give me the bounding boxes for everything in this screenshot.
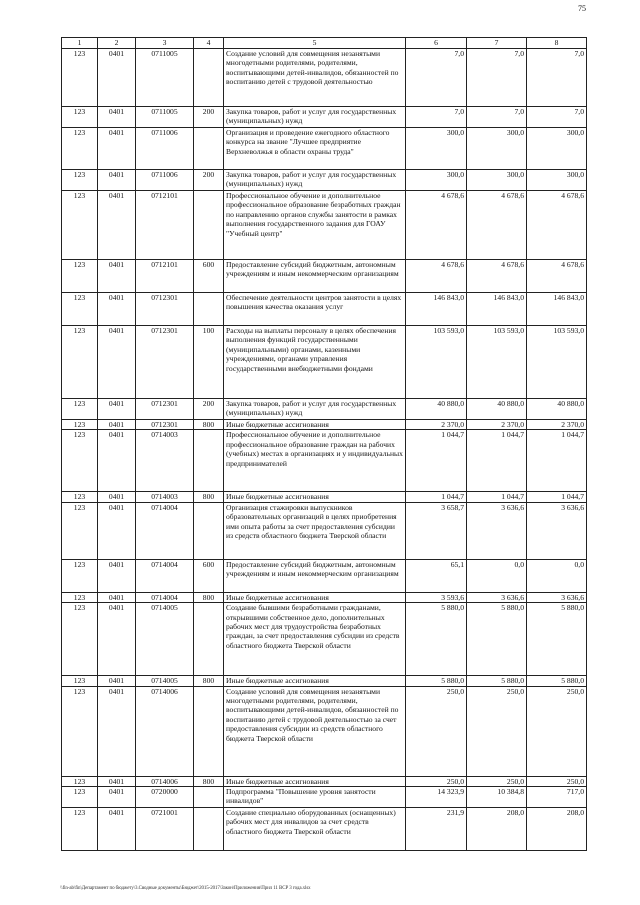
cell-description: Иные бюджетные ассигнования xyxy=(224,420,406,430)
cell-subsection: 0401 xyxy=(98,260,136,293)
cell-target-article: 0721001 xyxy=(136,808,194,851)
cell-target-article: 0714006 xyxy=(136,776,194,786)
cell-subsection: 0401 xyxy=(98,128,136,170)
cell-amount-year3: 250,0 xyxy=(527,686,587,776)
cell-amount-year1: 300,0 xyxy=(406,128,467,170)
cell-section: 123 xyxy=(62,808,98,851)
table-row xyxy=(62,420,587,430)
header-col-3: 3 xyxy=(136,38,194,49)
header-col-2: 2 xyxy=(98,38,136,49)
cell-amount-year3: 146 843,0 xyxy=(527,293,587,326)
cell-expense-type xyxy=(194,191,224,260)
table-row xyxy=(62,686,587,776)
cell-amount-year2: 3 636,6 xyxy=(467,502,527,559)
cell-description: Закупка товаров, работ и услуг для государственных (муниципальных) нужд xyxy=(224,107,406,128)
cell-expense-type: 200 xyxy=(194,170,224,191)
cell-amount-year3: 300,0 xyxy=(527,170,587,191)
cell-expense-type xyxy=(194,293,224,326)
cell-target-article: 0711005 xyxy=(136,107,194,128)
header-col-4: 4 xyxy=(194,38,224,49)
cell-description: Предоставление субсидий бюджетным, автономным учреждениям и иным некоммерческим организациям xyxy=(224,260,406,293)
cell-subsection: 0401 xyxy=(98,107,136,128)
cell-expense-type: 600 xyxy=(194,559,224,592)
cell-subsection: 0401 xyxy=(98,170,136,191)
cell-subsection: 0401 xyxy=(98,399,136,420)
cell-amount-year1: 3 593,6 xyxy=(406,592,467,602)
cell-amount-year2: 3 636,6 xyxy=(467,592,527,602)
cell-amount-year1: 231,9 xyxy=(406,808,467,851)
table-row xyxy=(62,326,587,399)
cell-description: Иные бюджетные ассигнования xyxy=(224,776,406,786)
cell-amount-year3: 3 636,6 xyxy=(527,502,587,559)
cell-amount-year2: 40 880,0 xyxy=(467,399,527,420)
header-col-8: 8 xyxy=(527,38,587,49)
cell-section: 123 xyxy=(62,592,98,602)
cell-amount-year3: 103 593,0 xyxy=(527,326,587,399)
budget-table xyxy=(61,37,587,851)
cell-target-article: 0714006 xyxy=(136,686,194,776)
cell-section: 123 xyxy=(62,49,98,107)
header-col-7: 7 xyxy=(467,38,527,49)
cell-amount-year1: 3 658,7 xyxy=(406,502,467,559)
cell-expense-type: 800 xyxy=(194,420,224,430)
cell-amount-year2: 250,0 xyxy=(467,686,527,776)
cell-target-article: 0712101 xyxy=(136,260,194,293)
cell-description: Организация и проведение ежегодного областного конкурса на звание "Лучшее предприятие Верхневолжья в области охраны труда" xyxy=(224,128,406,170)
cell-expense-type xyxy=(194,128,224,170)
cell-description: Профессиональное обучение и дополнительное профессиональное образование безработных граждан по направлению органов службы занятости в рамках выполнения государственного задания для ГОАУ "Учебный центр" xyxy=(224,191,406,260)
cell-amount-year2: 103 593,0 xyxy=(467,326,527,399)
table-row xyxy=(62,260,587,293)
cell-amount-year3: 2 370,0 xyxy=(527,420,587,430)
cell-section: 123 xyxy=(62,502,98,559)
cell-target-article: 0711006 xyxy=(136,128,194,170)
cell-section: 123 xyxy=(62,603,98,676)
cell-target-article: 0714005 xyxy=(136,676,194,686)
cell-amount-year1: 14 323,9 xyxy=(406,787,467,808)
cell-subsection: 0401 xyxy=(98,559,136,592)
cell-target-article: 0711005 xyxy=(136,49,194,107)
table-row xyxy=(62,191,587,260)
cell-description: Профессиональное обучение и дополнительное профессиональное образование граждан на рабочих (учебных) местах в организациях и у индивидуальных предпринимателей xyxy=(224,430,406,492)
cell-subsection: 0401 xyxy=(98,502,136,559)
cell-subsection: 0401 xyxy=(98,787,136,808)
cell-amount-year1: 2 370,0 xyxy=(406,420,467,430)
cell-description: Предоставление субсидий бюджетным, автономным учреждениям и иным некоммерческим организациям xyxy=(224,559,406,592)
table-row xyxy=(62,676,587,686)
cell-expense-type: 800 xyxy=(194,776,224,786)
header-col-6: 6 xyxy=(406,38,467,49)
cell-amount-year3: 5 880,0 xyxy=(527,676,587,686)
cell-section: 123 xyxy=(62,128,98,170)
cell-amount-year1: 40 880,0 xyxy=(406,399,467,420)
cell-amount-year2: 1 044,7 xyxy=(467,430,527,492)
cell-target-article: 0714005 xyxy=(136,603,194,676)
cell-expense-type xyxy=(194,787,224,808)
cell-amount-year2: 4 678,6 xyxy=(467,191,527,260)
cell-amount-year1: 300,0 xyxy=(406,170,467,191)
file-path-footer: \\fin-ab\fin\Департамент по бюджету\3.Сводные документы\Бюджет\2015-2017\Закон\Приложения\Прил 11 ВСР 3 года.xlsx xyxy=(60,886,311,891)
cell-expense-type xyxy=(194,49,224,107)
cell-amount-year3: 300,0 xyxy=(527,128,587,170)
cell-section: 123 xyxy=(62,170,98,191)
table-row xyxy=(62,128,587,170)
cell-amount-year1: 4 678,6 xyxy=(406,191,467,260)
cell-subsection: 0401 xyxy=(98,592,136,602)
cell-section: 123 xyxy=(62,399,98,420)
cell-section: 123 xyxy=(62,776,98,786)
cell-section: 123 xyxy=(62,686,98,776)
cell-subsection: 0401 xyxy=(98,808,136,851)
table-row xyxy=(62,787,587,808)
cell-amount-year2: 4 678,6 xyxy=(467,260,527,293)
cell-description: Подпрограмма "Повышение уровня занятости инвалидов" xyxy=(224,787,406,808)
cell-amount-year3: 3 636,6 xyxy=(527,592,587,602)
cell-amount-year3: 250,0 xyxy=(527,776,587,786)
cell-target-article: 0712101 xyxy=(136,191,194,260)
cell-amount-year2: 10 384,8 xyxy=(467,787,527,808)
cell-section: 123 xyxy=(62,676,98,686)
cell-description: Создание условий для совмещения незанятыми многодетными родителями, родителями, воспитывающими детей-инвалидов, обязанностей по воспитанию детей с трудовой деятельностью за счет предоставления субсидии из средств областного бюджета Тверской области xyxy=(224,686,406,776)
cell-target-article: 0712301 xyxy=(136,293,194,326)
table-row xyxy=(62,592,587,602)
cell-expense-type: 800 xyxy=(194,676,224,686)
table-row xyxy=(62,603,587,676)
cell-expense-type xyxy=(194,430,224,492)
cell-amount-year3: 0,0 xyxy=(527,559,587,592)
cell-amount-year2: 0,0 xyxy=(467,559,527,592)
cell-amount-year3: 7,0 xyxy=(527,49,587,107)
cell-amount-year3: 1 044,7 xyxy=(527,430,587,492)
cell-section: 123 xyxy=(62,260,98,293)
cell-amount-year2: 300,0 xyxy=(467,170,527,191)
cell-amount-year3: 717,0 xyxy=(527,787,587,808)
cell-amount-year2: 2 370,0 xyxy=(467,420,527,430)
cell-subsection: 0401 xyxy=(98,293,136,326)
cell-amount-year1: 7,0 xyxy=(406,49,467,107)
cell-amount-year3: 40 880,0 xyxy=(527,399,587,420)
cell-amount-year3: 1 044,7 xyxy=(527,492,587,502)
cell-expense-type xyxy=(194,686,224,776)
table-row xyxy=(62,776,587,786)
header-col-1: 1 xyxy=(62,38,98,49)
cell-subsection: 0401 xyxy=(98,676,136,686)
cell-expense-type: 200 xyxy=(194,107,224,128)
cell-subsection: 0401 xyxy=(98,686,136,776)
cell-amount-year2: 5 880,0 xyxy=(467,676,527,686)
table-row xyxy=(62,293,587,326)
cell-amount-year3: 4 678,6 xyxy=(527,191,587,260)
cell-amount-year1: 103 593,0 xyxy=(406,326,467,399)
header-col-5: 5 xyxy=(224,38,406,49)
cell-amount-year1: 250,0 xyxy=(406,776,467,786)
cell-target-article: 0714004 xyxy=(136,559,194,592)
cell-amount-year2: 300,0 xyxy=(467,128,527,170)
cell-subsection: 0401 xyxy=(98,191,136,260)
cell-subsection: 0401 xyxy=(98,49,136,107)
table-row xyxy=(62,808,587,851)
cell-subsection: 0401 xyxy=(98,492,136,502)
table-row xyxy=(62,502,587,559)
cell-section: 123 xyxy=(62,191,98,260)
cell-amount-year2: 1 044,7 xyxy=(467,492,527,502)
cell-expense-type xyxy=(194,603,224,676)
cell-amount-year1: 7,0 xyxy=(406,107,467,128)
cell-section: 123 xyxy=(62,787,98,808)
cell-expense-type: 800 xyxy=(194,492,224,502)
cell-subsection: 0401 xyxy=(98,776,136,786)
cell-amount-year2: 208,0 xyxy=(467,808,527,851)
cell-expense-type: 600 xyxy=(194,260,224,293)
cell-target-article: 0712301 xyxy=(136,420,194,430)
cell-description: Иные бюджетные ассигнования xyxy=(224,592,406,602)
cell-section: 123 xyxy=(62,430,98,492)
cell-amount-year3: 7,0 xyxy=(527,107,587,128)
cell-target-article: 0712301 xyxy=(136,399,194,420)
cell-target-article: 0711006 xyxy=(136,170,194,191)
cell-description: Иные бюджетные ассигнования xyxy=(224,676,406,686)
cell-expense-type: 800 xyxy=(194,592,224,602)
cell-amount-year1: 65,1 xyxy=(406,559,467,592)
cell-amount-year1: 1 044,7 xyxy=(406,430,467,492)
cell-description: Закупка товаров, работ и услуг для государственных (муниципальных) нужд xyxy=(224,170,406,191)
cell-amount-year1: 4 678,6 xyxy=(406,260,467,293)
cell-expense-type xyxy=(194,502,224,559)
cell-amount-year1: 1 044,7 xyxy=(406,492,467,502)
table-row xyxy=(62,492,587,502)
table-header-row xyxy=(62,38,587,49)
cell-description: Организация стажировки выпускников образовательных организаций в целях приобретения ими опыта работы за счет предоставления субсидии из средств областного бюджета Тверской области xyxy=(224,502,406,559)
cell-subsection: 0401 xyxy=(98,430,136,492)
cell-amount-year2: 7,0 xyxy=(467,49,527,107)
cell-description: Закупка товаров, работ и услуг для государственных (муниципальных) нужд xyxy=(224,399,406,420)
cell-description: Иные бюджетные ассигнования xyxy=(224,492,406,502)
cell-target-article: 0714003 xyxy=(136,430,194,492)
cell-description: Создание специально оборудованных (оснащенных) рабочих мест для инвалидов за счет средств областного бюджета Тверской области xyxy=(224,808,406,851)
cell-description: Создание условий для совмещения незанятыми многодетными родителями, родителями, воспитывающими детей-инвалидов, обязанностей по воспитанию детей с трудовой деятельностью xyxy=(224,49,406,107)
cell-section: 123 xyxy=(62,492,98,502)
cell-amount-year3: 4 678,6 xyxy=(527,260,587,293)
cell-expense-type xyxy=(194,808,224,851)
cell-amount-year2: 250,0 xyxy=(467,776,527,786)
cell-expense-type: 100 xyxy=(194,326,224,399)
page-number: 75 xyxy=(578,4,586,13)
cell-amount-year1: 250,0 xyxy=(406,686,467,776)
cell-expense-type: 200 xyxy=(194,399,224,420)
cell-amount-year3: 208,0 xyxy=(527,808,587,851)
cell-target-article: 0714004 xyxy=(136,592,194,602)
cell-section: 123 xyxy=(62,420,98,430)
table-row xyxy=(62,559,587,592)
cell-target-article: 0712301 xyxy=(136,326,194,399)
cell-subsection: 0401 xyxy=(98,326,136,399)
table-row xyxy=(62,170,587,191)
cell-amount-year3: 5 880,0 xyxy=(527,603,587,676)
cell-amount-year1: 5 880,0 xyxy=(406,676,467,686)
cell-section: 123 xyxy=(62,559,98,592)
cell-amount-year2: 146 843,0 xyxy=(467,293,527,326)
table-row xyxy=(62,107,587,128)
cell-subsection: 0401 xyxy=(98,420,136,430)
cell-target-article: 0714004 xyxy=(136,502,194,559)
cell-section: 123 xyxy=(62,107,98,128)
table-row xyxy=(62,399,587,420)
cell-section: 123 xyxy=(62,293,98,326)
cell-amount-year1: 5 880,0 xyxy=(406,603,467,676)
cell-amount-year2: 7,0 xyxy=(467,107,527,128)
cell-amount-year1: 146 843,0 xyxy=(406,293,467,326)
cell-description: Расходы на выплаты персоналу в целях обеспечения выполнения функций государственными (муниципальными) органами, казенными учреждениями, органами управления государственными внебюджетными фондами xyxy=(224,326,406,399)
cell-amount-year2: 5 880,0 xyxy=(467,603,527,676)
cell-section: 123 xyxy=(62,326,98,399)
cell-subsection: 0401 xyxy=(98,603,136,676)
cell-target-article: 0720000 xyxy=(136,787,194,808)
table-row xyxy=(62,49,587,107)
table-row xyxy=(62,430,587,492)
cell-description: Обеспечение деятельности центров занятости в целях повышения качества оказания услуг xyxy=(224,293,406,326)
cell-target-article: 0714003 xyxy=(136,492,194,502)
cell-description: Создание бывшими безработными гражданами, открывшими собственное дело, дополнительных рабочих мест для трудоустройства безработных граждан, за счет предоставления субсидии из средств областного бюджета Тверской области xyxy=(224,603,406,676)
